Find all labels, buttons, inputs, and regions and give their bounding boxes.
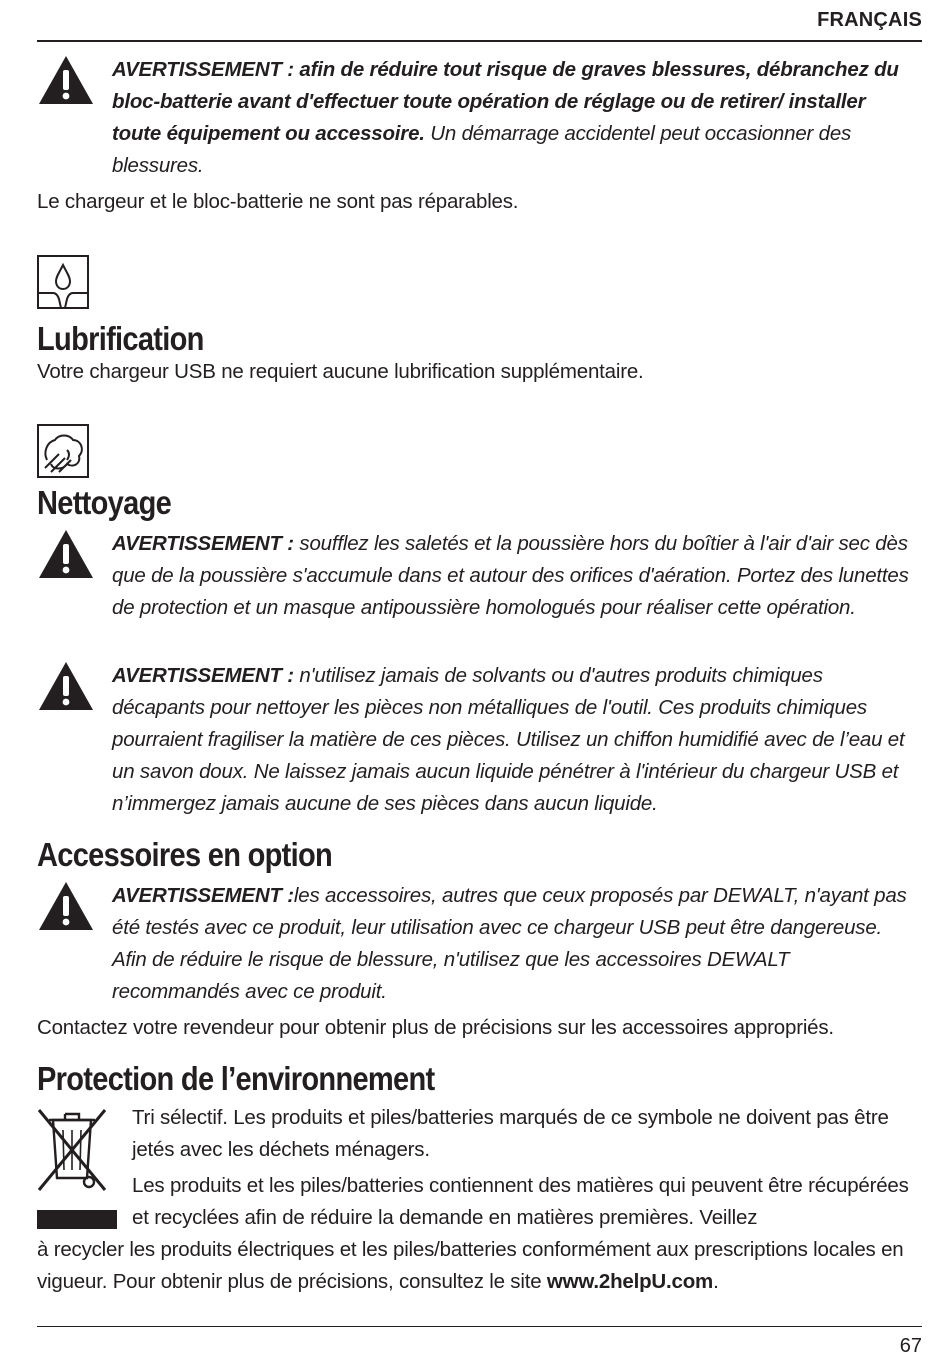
warning-block-adjustment	[37, 54, 917, 182]
warning-label: AVERTISSEMENT :	[112, 664, 294, 687]
accessories-contact-note: Contactez votre revendeur pour obtenir plus de précisions sur les accessoires appropriés.	[37, 1016, 834, 1039]
warning-block-dust	[37, 528, 917, 624]
warning-bold-text: afin de réduire tout risque de graves blessures, débranchez du bloc-batterie avant d'effectuer toute opération de réglage ou de retirer/ installer toute équipement ou accessoire.	[112, 58, 899, 145]
warning-label: AVERTISSEMENT :	[112, 884, 294, 907]
warning-triangle-icon	[37, 528, 95, 580]
cleaning-heading: Nettoyage	[37, 484, 172, 521]
lubrication-text: Votre chargeur USB ne requiert aucune lubrification supplémentaire.	[37, 360, 644, 383]
warning-body: n'utilisez jamais de solvants ou d'autres produits chimiques décapants pour nettoyer les pièces non métalliques de l'outil. Ces produits chimiques pourraient fragiliser la matière de ces pièces. Utilisez un chiffon humidifié avec de l’eau et un savon doux. Ne laissez jamais aucun liquide pénétrer à l'intérieur du chargeur USB et n’immergez jamais aucune de ses pièces dans aucun liquide.	[112, 664, 905, 815]
page-number: 67	[899, 1335, 922, 1357]
crossed-bin-icon	[37, 1106, 107, 1194]
cleaning-icon	[37, 424, 89, 478]
environment-heading: Protection de l’environnement	[37, 1060, 435, 1097]
header-rule	[37, 40, 922, 42]
warning-triangle-icon	[37, 880, 95, 932]
warning-block-accessories	[37, 880, 917, 1008]
warning-text	[112, 880, 917, 1008]
warning-text	[112, 660, 917, 820]
environment-text-3-body: à recycler les produits électriques et les piles/batteries conformément aux prescriptions locales en vigueur. Pour obtenir plus de précisions, consultez le site	[37, 1238, 904, 1293]
non-repairable-note: Le chargeur et le bloc-batterie ne sont pas réparables.	[37, 190, 519, 213]
warning-italic-text: Un démarrage accidentel peut occasionner des blessures.	[112, 122, 852, 177]
footer-rule	[37, 1326, 922, 1327]
environment-text-2: Les produits et les piles/batteries contiennent des matières qui peuvent être récupérées et recyclées afin de réduire la demande en matières premières. Veillez	[132, 1174, 909, 1229]
environment-text-1: Tri sélectif. Les produits et piles/batteries marqués de ce symbole ne doivent pas être jetés avec les déchets ménagers.	[132, 1106, 889, 1161]
website-link[interactable]: www.2helpU.com	[546, 1270, 714, 1293]
separate-collection-bar	[37, 1210, 117, 1229]
warning-triangle-icon	[37, 54, 95, 106]
warning-text	[112, 54, 917, 182]
language-label: FRANÇAIS	[817, 9, 922, 31]
warning-text	[112, 528, 917, 624]
warning-label: AVERTISSEMENT :	[112, 58, 294, 81]
period: .	[713, 1270, 719, 1293]
warning-body: soufflez les saletés et la poussière hors du boîtier à l'air d'air sec dès que de la poussière s'accumule dans et autour des orifices d'aération. Portez des lunettes de protection et un masque antipoussière homologués pour réaliser cette opération.	[112, 532, 909, 619]
lubrication-heading: Lubrification	[37, 320, 204, 357]
accessories-heading: Accessoires en option	[37, 836, 333, 873]
environment-text-3	[37, 1234, 927, 1298]
warning-label: AVERTISSEMENT :	[112, 532, 294, 555]
warning-triangle-icon	[37, 660, 95, 712]
lubrication-icon	[37, 255, 89, 309]
warning-body: les accessoires, autres que ceux proposés par DEWALT, n'ayant pas été testés avec ce produit, leur utilisation avec ce chargeur USB peut être dangereuse. Afin de réduire le risque de blessure, n'utilisez que les accessoires DEWALT recommandés avec ce produit.	[112, 884, 907, 1003]
warning-block-solvents	[37, 660, 917, 820]
